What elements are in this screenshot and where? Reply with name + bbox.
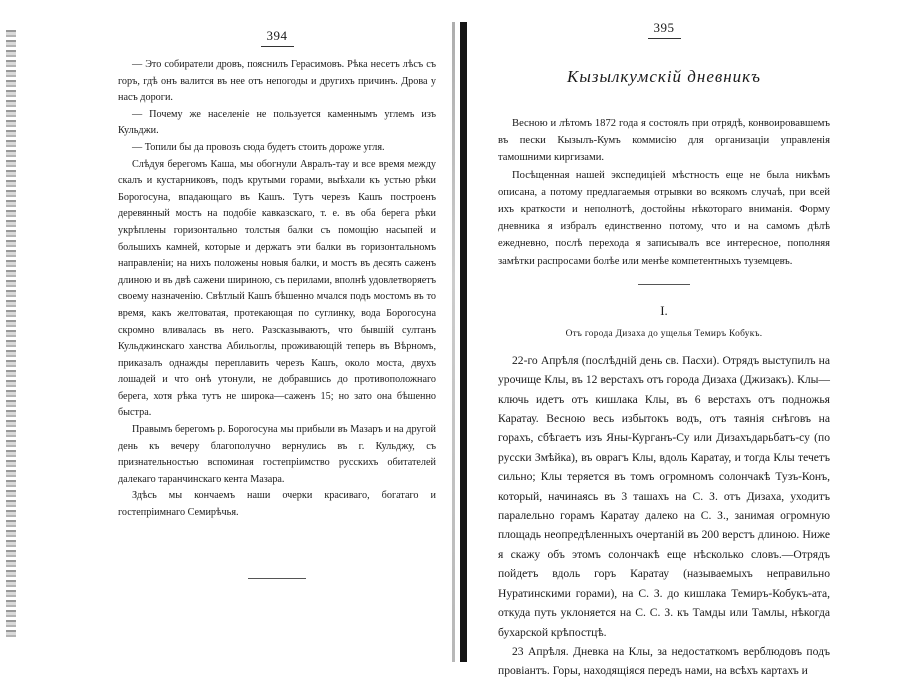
diary-entry: 22-го Апрѣля (послѣдній день св. Пасхи). Отрядъ выступилъ на урочище Клы, въ 12 верстахъ отъ города Дизаха (Джизакъ). Клы—ключь идетъ отъ кишлака Клы, въ 6 верстахъ отъ подножья Каратау. Весною весь избытокъ водъ, отъ таянія снѣговъ на горахъ, сбѣгаетъ изъ Яны-Курганъ-Су или Дизахъдарьбатъ-су (по русски Змѣйка), въ оврагъ Клы, вдоль Каратау, и тогда Клы течетъ сильно; Клы теряется въ томъ огромномъ солончакѣ Тузъ-Конъ, который, начинаясь въ 3 ташахъ на С. З. отъ Дизаха, уходитъ паралельно горамъ Каратау далеко на С. З., занимая огромную площадь неопредѣленныхъ очертаній въ 200 верстъ длиною. Ниже я скажу объ этомъ солончакѣ еще нѣсколько словъ.—Отрядъ пойдетъ вдоль горъ Каратау (называемыхъ неправильно Нуратинскими горами), на С. З. до кишлака Темиръ-Кобукъ-ата, откуда путь уклоняется на С. С. З. къ Тамды или Тамлы, нѣкогда бухарской крѣпостцѣ. [498, 353, 830, 639]
page-number-left [118, 28, 436, 49]
diary-entries [498, 351, 830, 681]
left-page [118, 28, 436, 579]
page-number-text: 394 [261, 28, 294, 47]
right-page [498, 20, 830, 681]
left-page-body [118, 57, 436, 522]
chapter-title: Кызылкумскій дневникъ [567, 67, 761, 86]
section-rule [638, 284, 690, 285]
paragraph: Весною и лѣтомъ 1872 года я состоялъ при отрядѣ, конвоировавшемъ въ пески Кызылъ-Кумъ коммисію для организаціи управленія тамошними киргизами. [498, 118, 830, 164]
paragraph: Правымъ берегомъ р. Борогосуна мы прибыли въ Мазаръ и на другой день къ вечеру благополучно вернулись въ г. Кульджу, съ признательностью вспоминая гостепріимство русскихъ обитателей далекаго таранчинскаго кента Мазара. [118, 424, 436, 485]
page-number-text: 395 [648, 20, 681, 39]
end-rule [248, 578, 306, 579]
paragraph: — Это собиратели дровъ, пояснилъ Герасимовъ. Рѣка несетъ лѣсъ съ горъ, гдѣ онъ валится въ нее отъ непогоды и другихъ причинъ. Дрова у насъ дороги. [118, 59, 436, 104]
page-edge-shadow [6, 30, 16, 640]
intro-body [498, 115, 830, 270]
gutter-shadow [452, 22, 455, 662]
book-gutter [460, 22, 467, 662]
section-number: I. [660, 302, 668, 318]
paragraph: Слѣдуя берегомъ Каша, мы обогнули Авралъ-тау и все время между скалъ и кустарниковъ, подъ крутыми горами, выѣхали къ устью рѣки Борогосуна, впадающаго въ Кашъ. Тутъ черезъ Кашъ построенъ деревянный мостъ на подобіе кавказскаго, т. е. въ оба берега рѣки укрѣплены горизонтально толстыя балки съ помощію насыпей и большихъ камней, которые и держатъ эти балки въ горизонтальномъ направленіи; на нихъ положены новыя балки, и мостъ въ десять саженъ длиною и въ двѣ сажени шириною, съ перилами, вполнѣ удовлетворяетъ своему назначенію. Свѣтлый Кашъ бѣшенно мчался подъ мостомъ въ то время, какъ желтоватая, протекающая по суглинку, вода Борогосуна скромно вливалась въ него. Разсказываютъ, что бывшій султанъ Кульджинскаго ханства Абильоглы, проживающій теперь въ Вѣрномъ, приказалъ однажды переплавить черезъ Кашъ, около моста, двухъ лошадей и что онѣ утонули, не добравшись до противоположнаго берега, хотя рѣка тутъ не широка—саженъ 15; но зато она бѣшенно быстра. [118, 158, 436, 419]
page-number-right [498, 20, 830, 41]
paragraph: Посѣщенная нашей экспедиціей мѣстность еще не была никѣмъ описана, а потому предлагаемыя отрывки во всякомъ случаѣ, при всей ихъ краткости и неполнотѣ, достойны нѣкотораго вниманія. Форму дневника я избралъ единственно потому, что и на самомъ дѣлѣ ежедневно, послѣ перехода я записывалъ все интересное, пополняя замѣтки распросами болѣе или менѣе компетентныхъ туземцевъ. [498, 169, 830, 267]
diary-entry: 23 Апрѣля. Дневка на Клы, за недостаткомъ верблюдовъ подъ провіантъ. Горы, находящіяся передъ нами, на всѣхъ картахъ и [498, 644, 830, 678]
paragraph: — Почему же населеніе не пользуется каменнымъ углемъ изъ Кульджи. [118, 108, 436, 137]
paragraph: Здѣсь мы кончаемъ наши очерки красиваго, богатаго и гостепріимнаго Семирѣчья. [118, 490, 436, 519]
paragraph: — Топили бы да провозъ сюда будетъ стоить дороже угля. [132, 141, 385, 153]
section-title: Отъ города Дизаха до ущелья Темиръ Кобукъ. [565, 328, 763, 339]
